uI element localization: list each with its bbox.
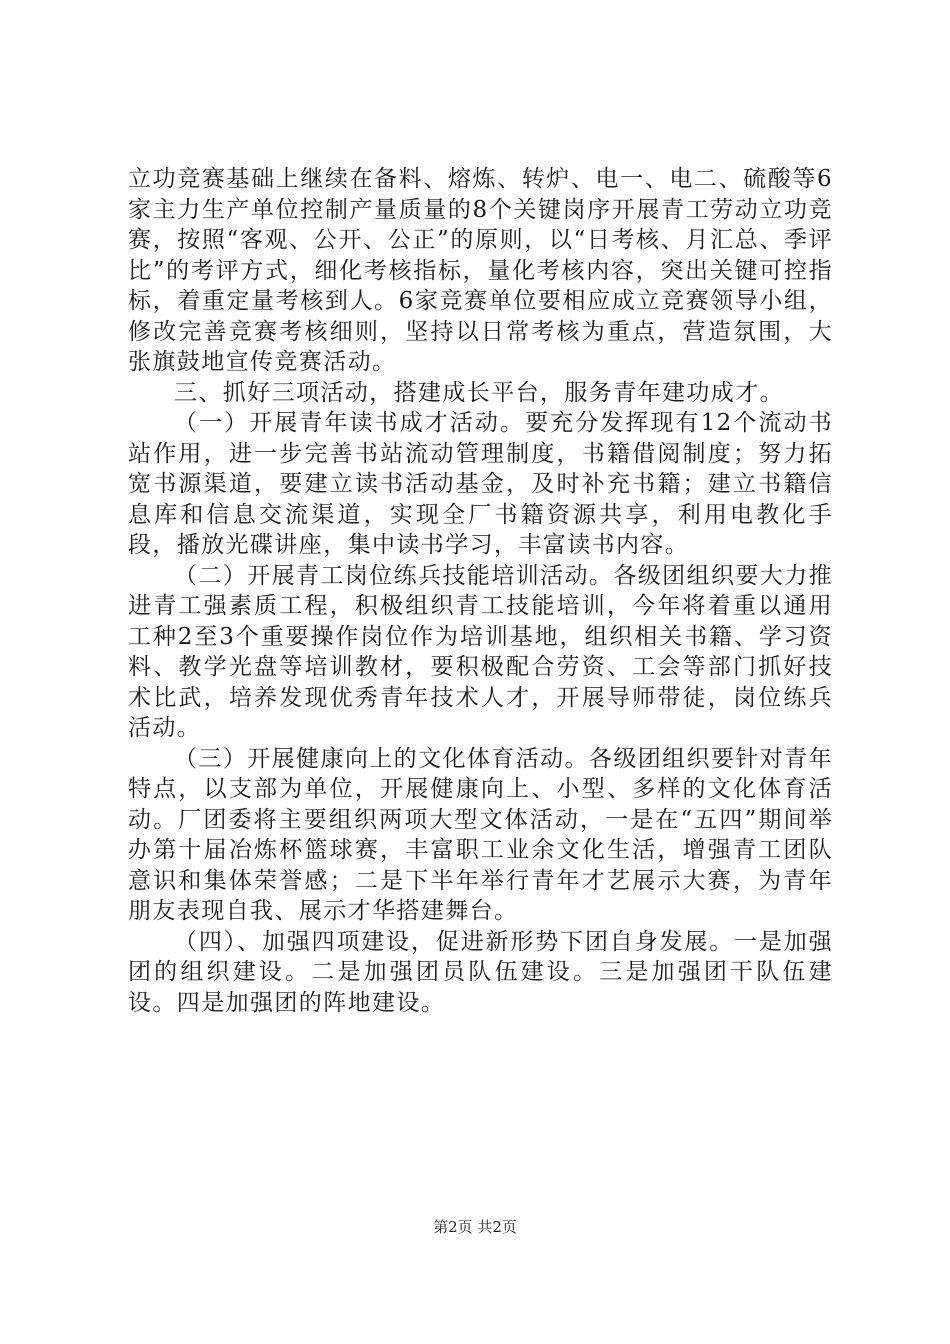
- paragraph-reading-activity: （一）开展青年读书成才活动。要充分发挥现有12个流动书站作用，进一步完善书站流动管理制度，书籍借阅制度；努力拓宽书源渠道，要建立读书活动基金，及时补充书籍；建立书籍信息库和信息交流渠道，实现全厂书籍资源共享，利用电教化手段，播放光碟讲座，集中读书学习，丰富读书内容。: [128, 410, 833, 558]
- paragraph-1: 立功竞赛基础上继续在备料、熔炼、转炉、电一、电二、硫酸等6家主力生产单位控制产量质量的8个关键岗序开展青工劳动立功竞赛，按照“客观、公开、公正”的原则，以“日考核、月汇总、季评比”的考评方式，细化考核指标，量化考核内容，突出关键可控指标，着重定量考核到人。6家竞赛单位要相应成立竞赛领导小组，修改完善竞赛考核细则，坚持以日常考核为重点，营造氛围，大张旗鼓地宣传竞赛活动。: [128, 166, 833, 375]
- paragraph-four-constructions: （四）、加强四项建设，促进新形势下团自身发展。一是加强团的组织建设。二是加强团员队伍建设。三是加强团干队伍建设。四是加强团的阵地建设。: [128, 928, 833, 1016]
- section-heading-3: 三、抓好三项活动，搭建成长平台，服务青年建功成才。: [174, 379, 784, 406]
- paragraph-skills-training: （二）开展青工岗位练兵技能培训活动。各级团组织要大力推进青工强素质工程，积极组织青工技能培训，今年将着重以通用工种2至3个重要操作岗位作为培训基地，组织相关书籍、学习资料、教学光盘等培训教材，要积极配合劳资、工会等部门抓好技术比武，培养发现优秀青年技术人才，开展导师带徒，岗位练兵活动。: [128, 562, 833, 741]
- document-body: [128, 164, 833, 1018]
- paragraph-culture-sports: （三）开展健康向上的文化体育活动。各级团组织要针对青年特点，以支部为单位，开展健康向上、小型、多样的文化体育活动。厂团委将主要组织两项大型文体活动，一是在“五四”期间举办第十届冶炼杯篮球赛，丰富职工业余文化生活，增强青工团队意识和集体荣誉感；二是下半年举行青年才艺展示大赛，为青年朋友表现自我、展示才华搭建舞台。: [128, 745, 833, 924]
- page-number-footer: 第2页 共2页: [433, 1218, 517, 1236]
